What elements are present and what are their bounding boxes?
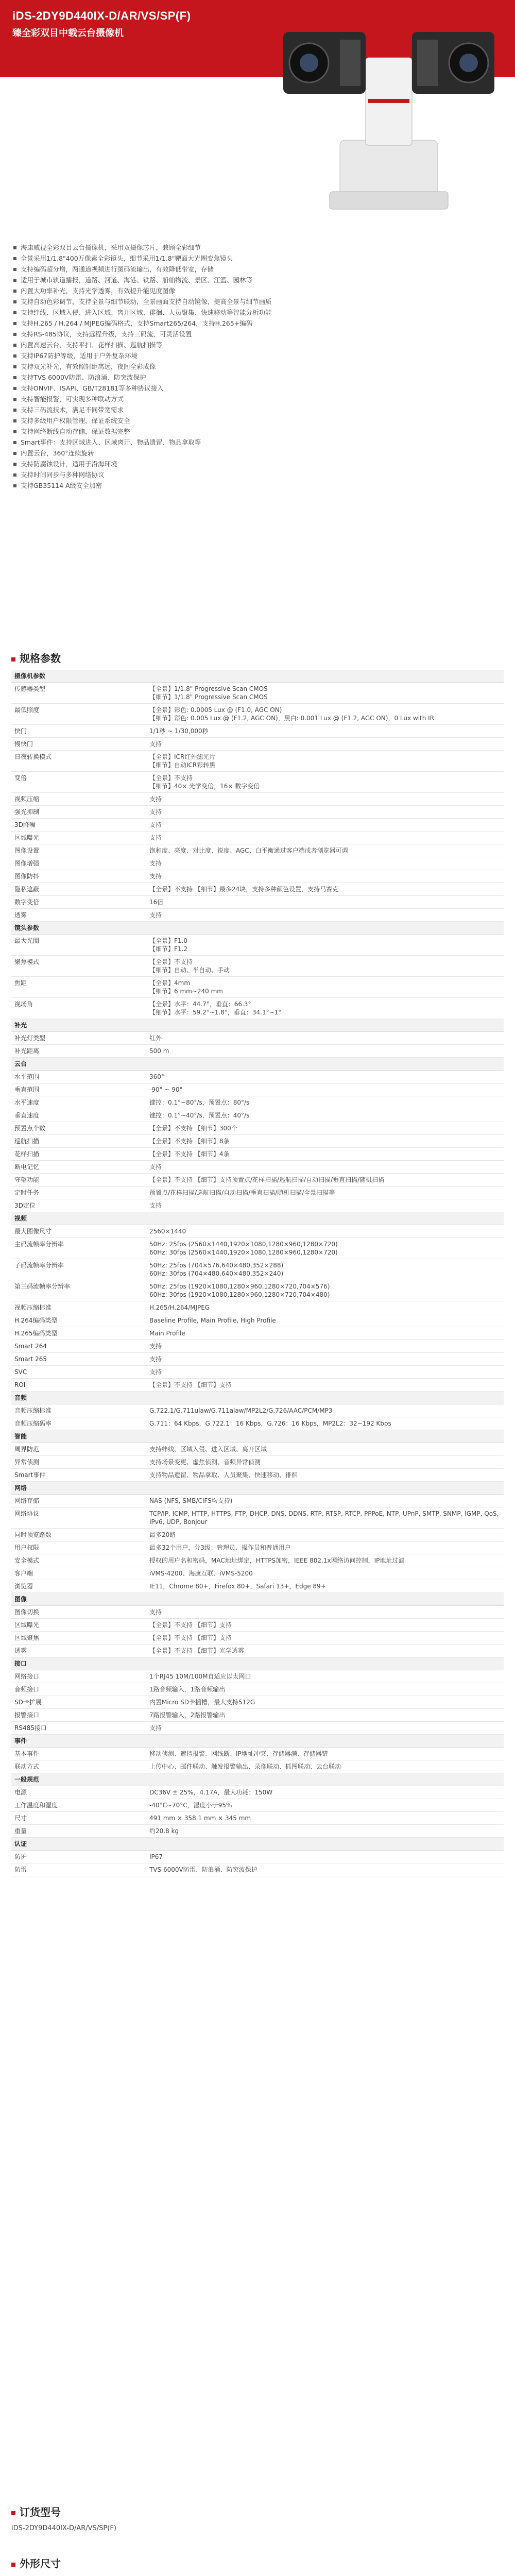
model-number: iDS-2DY9D440IX-D/AR/VS/SP(F) <box>11 2524 116 2532</box>
spec-section-title: 规格参数 <box>11 650 61 665</box>
feature-list <box>12 242 496 491</box>
spec-key: 区域聚焦 <box>11 1632 146 1645</box>
spec-key: 子码流帧率分辨率 <box>11 1259 146 1280</box>
spec-key: 音频接口 <box>11 1683 146 1696</box>
feature-item: 支持智能报警，可实现多种联动方式 <box>12 394 496 404</box>
spec-group-header <box>11 670 504 683</box>
spec-value: 上传中心、邮件联动、触发报警输出、录像联动、抓图联动、云台联动 <box>146 1760 504 1773</box>
spec-row <box>11 1580 504 1593</box>
spec-key: 最大图像尺寸 <box>11 1225 146 1238</box>
spec-value: 【全景】不支持 【细节】4条 <box>146 1148 504 1161</box>
spec-value: IE11，Chrome 80+，Firefox 80+，Safari 13+，Edge 89+ <box>146 1580 504 1593</box>
spec-key: 区域曝光 <box>11 832 146 844</box>
spec-value: 支持 <box>146 738 504 751</box>
spec-value: 【全景】不支持 【细节】支持 <box>146 1379 504 1392</box>
spec-key: H.264编码类型 <box>11 1314 146 1327</box>
spec-key: 网络协议 <box>11 1507 146 1529</box>
spec-row <box>11 1851 504 1863</box>
spec-key: 基本事件 <box>11 1748 146 1760</box>
spec-row <box>11 1748 504 1760</box>
spec-key: 定时任务 <box>11 1187 146 1199</box>
spec-value: 50Hz: 25fps (1920×1080,1280×960,1280×720,704×576) 60Hz: 30fps (1920×1080,1280×960,1280×720,704×480) <box>146 1280 504 1301</box>
spec-group-label: 云台 <box>11 1058 504 1071</box>
spec-row <box>11 1032 504 1045</box>
spec-row <box>11 1606 504 1619</box>
spec-row <box>11 1148 504 1161</box>
spec-key: 安全模式 <box>11 1554 146 1567</box>
spec-key: 最低照度 <box>11 704 146 725</box>
spec-row <box>11 1507 504 1529</box>
spec-row <box>11 1225 504 1238</box>
spec-row <box>11 1567 504 1580</box>
spec-row <box>11 1469 504 1482</box>
spec-row <box>11 935 504 956</box>
spec-value: G.711：64 Kbps，G.722.1：16 Kbps，G.726：16 Kbps，MP2L2：32~192 Kbps <box>146 1417 504 1430</box>
spec-value: G.722.1/G.711ulaw/G.711alaw/MP2L2/G.726/AAC/PCM/MP3 <box>146 1404 504 1417</box>
spec-key: 用户权限 <box>11 1541 146 1554</box>
spec-row <box>11 1045 504 1058</box>
spec-key: 守望功能 <box>11 1174 146 1187</box>
spec-key: 网络存储 <box>11 1495 146 1507</box>
spec-value: 支持 <box>146 793 504 806</box>
spec-value: 键控：0.1°~80°/s，预置点：80°/s <box>146 1096 504 1109</box>
feature-item: 支持防腐蚀设计，适用于沿海环境 <box>12 459 496 469</box>
spec-value: 支持场景变更、虚焦侦测、音频异常侦测 <box>146 1456 504 1469</box>
spec-value: 50Hz: 25fps (704×576,640×480,352×288) 60Hz: 30fps (704×480,640×480,352×240) <box>146 1259 504 1280</box>
spec-group-header <box>11 1430 504 1443</box>
spec-row <box>11 1340 504 1353</box>
spec-group-header <box>11 1593 504 1606</box>
spec-key: 区域曝光 <box>11 1619 146 1632</box>
spec-key: Smart 265 <box>11 1353 146 1366</box>
spec-key: 图像切换 <box>11 1606 146 1619</box>
spec-row <box>11 844 504 857</box>
spec-key: Smart事件 <box>11 1469 146 1482</box>
spec-row <box>11 1238 504 1259</box>
spec-group-label: 智能 <box>11 1430 504 1443</box>
spec-value: Baseline Profile, Main Profile, High Profile <box>146 1314 504 1327</box>
spec-row <box>11 998 504 1019</box>
spec-row <box>11 909 504 922</box>
spec-key: 第三码流帧率分辨率 <box>11 1280 146 1301</box>
spec-value: IP67 <box>146 1851 504 1863</box>
feature-item: 支持绊线、区域入侵、进入区域、离开区域、徘徊、人员聚集、快速移动等智能分析功能 <box>12 307 496 318</box>
spec-row <box>11 896 504 909</box>
spec-value: DC36V ± 25%，4.17A，最大功耗：150W <box>146 1786 504 1799</box>
feature-item: 全景采用1/1.8"400万像素全彩镜头，细节采用1/1.8"靶面大光圈变焦镜头 <box>12 253 496 264</box>
spec-key: 补光灯类型 <box>11 1032 146 1045</box>
spec-key: 隐私遮蔽 <box>11 883 146 896</box>
spec-group-label: 网络 <box>11 1482 504 1495</box>
spec-value: 红外 <box>146 1032 504 1045</box>
spec-row <box>11 883 504 896</box>
spec-key: 异常侦测 <box>11 1456 146 1469</box>
spec-group-header <box>11 1735 504 1748</box>
spec-value: 【全景】水平：44.7°，垂直：66.3° 【细节】水平：59.2°~1.8°，垂直：34.1°~1° <box>146 998 504 1019</box>
spec-value: 7路报警输入，2路报警输出 <box>146 1709 504 1722</box>
spec-row <box>11 1199 504 1212</box>
spec-value: 内置Micro SD卡插槽，最大支持512G <box>146 1696 504 1709</box>
feature-item: 支持网络断线自动存储，保证数据完整 <box>12 426 496 437</box>
spec-value: NAS (NFS, SMB/CIFS均支持) <box>146 1495 504 1507</box>
spec-key: 浏览器 <box>11 1580 146 1593</box>
spec-row <box>11 857 504 870</box>
spec-key: 重量 <box>11 1825 146 1838</box>
feature-item: 支持时间同步与多种网络协议 <box>12 469 496 480</box>
spec-value: 支持 <box>146 857 504 870</box>
spec-value: 【全景】ICR红外滤光片 【细节】自动ICR彩转黑 <box>146 751 504 772</box>
feature-item: 支持自动色彩调节，支持全景与细节联动，全景画面支持自动镜像，提高全景与细节画质 <box>12 296 496 307</box>
spec-group-header <box>11 1838 504 1851</box>
spec-value: H.265/H.264/MJPEG <box>146 1301 504 1314</box>
spec-value: 支持绊线、区域入侵、进入区域、离开区域 <box>146 1443 504 1456</box>
spec-key: 3D降噪 <box>11 819 146 832</box>
spec-row <box>11 1327 504 1340</box>
spec-row <box>11 1083 504 1096</box>
spec-key: SD卡扩展 <box>11 1696 146 1709</box>
spec-key: 强光抑制 <box>11 806 146 819</box>
spec-key: 透雾 <box>11 909 146 922</box>
spec-value: 【全景】不支持 【细节】最多24块，支持多种颜色设置，支持马赛克 <box>146 883 504 896</box>
spec-value: iVMS-4200、海康互联、iVMS-5200 <box>146 1567 504 1580</box>
spec-key: 防雷 <box>11 1863 146 1876</box>
spec-value: -90° ~ 90° <box>146 1083 504 1096</box>
product-model-title: iDS-2DY9D440IX-D/AR/VS/SP(F) <box>12 9 191 22</box>
spec-row <box>11 1696 504 1709</box>
spec-key: 音频压缩标准 <box>11 1404 146 1417</box>
spec-key: 客户端 <box>11 1567 146 1580</box>
spec-key: 预置点个数 <box>11 1122 146 1135</box>
spec-value: 【全景】F1.0 【细节】F1.2 <box>146 935 504 956</box>
spec-group-label: 认证 <box>11 1838 504 1851</box>
spec-value: 支持 <box>146 1353 504 1366</box>
spec-row <box>11 1071 504 1083</box>
spec-value: 授权的用户名和密码，MAC地址绑定，HTTPS加密，IEEE 802.1x网络访问控制，IP地址过滤 <box>146 1554 504 1567</box>
spec-table-body <box>11 670 504 1876</box>
spec-value: 【全景】彩色: 0.0005 Lux @ (F1.0, AGC ON) 【细节】彩色: 0.005 Lux @ (F1.2, AGC ON)，黑白: 0.001 Lux @ (F1.2, AGC ON)，0 Lux with IR <box>146 704 504 725</box>
spec-row <box>11 1353 504 1366</box>
feature-item: 支持H.265 / H.264 / MJPEG编码格式，支持Smart265/264，支持H.265+编码 <box>12 318 496 329</box>
spec-row <box>11 1443 504 1456</box>
feature-item: 支持RS-485协议，支持远程升级，支持三码流，可灵活设置 <box>12 329 496 340</box>
spec-key: 主码流帧率分辨率 <box>11 1238 146 1259</box>
spec-value: 支持 <box>146 1199 504 1212</box>
spec-key: ROI <box>11 1379 146 1392</box>
spec-table <box>11 670 504 1876</box>
spec-key: 聚焦模式 <box>11 956 146 977</box>
spec-key: 周界防范 <box>11 1443 146 1456</box>
spec-group-label: 事件 <box>11 1735 504 1748</box>
spec-row <box>11 956 504 977</box>
spec-row <box>11 1174 504 1187</box>
product-hero-illustration <box>268 11 510 217</box>
spec-value: 支持 <box>146 1366 504 1379</box>
spec-row <box>11 1786 504 1799</box>
feature-item: 支持ONVIF、ISAPI、GB/T28181等多种协议接入 <box>12 383 496 394</box>
spec-key: 视频压缩标准 <box>11 1301 146 1314</box>
spec-row <box>11 738 504 751</box>
spec-group-header <box>11 1212 504 1225</box>
spec-group-label: 接口 <box>11 1657 504 1670</box>
spec-key: SVC <box>11 1366 146 1379</box>
spec-value: 【全景】不支持 【细节】支持预置点/花样扫描/巡航扫描/自动扫描/垂直扫描/随机扫描 <box>146 1174 504 1187</box>
spec-value: 饱和度、亮度、对比度、锐度、AGC、白平衡通过客户端或者浏览器可调 <box>146 844 504 857</box>
spec-key: 防护 <box>11 1851 146 1863</box>
feature-item: 支持多级用户权限管理，保证系统安全 <box>12 415 496 426</box>
spec-key: 3D定位 <box>11 1199 146 1212</box>
spec-value: 【全景】不支持 【细节】自动、半自动、手动 <box>146 956 504 977</box>
spec-value: 支持 <box>146 1722 504 1735</box>
spec-group-label: 视频 <box>11 1212 504 1225</box>
spec-value: 50Hz: 25fps (2560×1440,1920×1080,1280×960,1280×720) 60Hz: 30fps (2560×1440,1920×1080,1280×960,1280×720) <box>146 1238 504 1259</box>
spec-row <box>11 819 504 832</box>
spec-key: 水平范围 <box>11 1071 146 1083</box>
spec-key: Smart 264 <box>11 1340 146 1353</box>
spec-value: 1路音频输入，1路音频输出 <box>146 1683 504 1696</box>
feature-item: 内置高速云台，支持平扫、花样扫描、巡航扫描等 <box>12 340 496 350</box>
spec-key: 视场角 <box>11 998 146 1019</box>
spec-row <box>11 1645 504 1657</box>
spec-row <box>11 772 504 793</box>
spec-group-label: 镜头参数 <box>11 922 504 935</box>
spec-value: 【全景】不支持 【细节】支持 <box>146 1632 504 1645</box>
spec-key: 巡航扫描 <box>11 1135 146 1148</box>
spec-value: 【全景】不支持 【细节】光学透雾 <box>146 1645 504 1657</box>
spec-row <box>11 1379 504 1392</box>
spec-key: 图像防抖 <box>11 870 146 883</box>
spec-value: 2560×1440 <box>146 1225 504 1238</box>
spec-group-label: 图像 <box>11 1593 504 1606</box>
spec-group-header <box>11 1657 504 1670</box>
spec-row <box>11 806 504 819</box>
spec-row <box>11 1404 504 1417</box>
spec-value: 支持 <box>146 832 504 844</box>
spec-value: -40°C~70°C，湿度小于95% <box>146 1799 504 1812</box>
spec-row <box>11 1161 504 1174</box>
spec-row <box>11 1314 504 1327</box>
spec-row <box>11 870 504 883</box>
spec-group-label: 摄像机参数 <box>11 670 504 683</box>
spec-row <box>11 1456 504 1469</box>
spec-key: 同时预览路数 <box>11 1529 146 1541</box>
spec-group-header <box>11 922 504 935</box>
spec-key: 工作温度和湿度 <box>11 1799 146 1812</box>
spec-row <box>11 832 504 844</box>
spec-row <box>11 1541 504 1554</box>
spec-value: 360° <box>146 1071 504 1083</box>
spec-group-label: 补光 <box>11 1019 504 1032</box>
spec-row <box>11 1417 504 1430</box>
spec-row <box>11 1122 504 1135</box>
feature-item: 支持IP67防护等级，适用于户外复杂环境 <box>12 350 496 361</box>
spec-value: 支持 <box>146 806 504 819</box>
spec-row <box>11 1109 504 1122</box>
spec-value: TCP/IP, ICMP, HTTP, HTTPS, FTP, DHCP, DNS, DDNS, RTP, RTSP, RTCP, PPPoE, NTP, UPnP, SMTP, SNMP, IGMP, QoS, IPv6, UDP, Bonjour <box>146 1507 504 1529</box>
spec-row <box>11 1709 504 1722</box>
spec-key: 传感器类型 <box>11 683 146 704</box>
spec-row <box>11 751 504 772</box>
spec-row <box>11 793 504 806</box>
spec-row <box>11 1096 504 1109</box>
spec-key: 垂直速度 <box>11 1109 146 1122</box>
spec-key: 报警接口 <box>11 1709 146 1722</box>
feature-item: 支持编码超分增，两通道视频进行图码流输出，有效降低带宽，存储 <box>12 264 496 275</box>
spec-row <box>11 1529 504 1541</box>
section-bullet-icon <box>11 2563 15 2567</box>
spec-row <box>11 1301 504 1314</box>
spec-value: Main Profile <box>146 1327 504 1340</box>
spec-row <box>11 683 504 704</box>
spec-value: 预置点/花样扫描/巡航扫描/自动扫描/垂直扫描/随机扫描/全景扫描等 <box>146 1187 504 1199</box>
dims-section-title: 外形尺寸 <box>11 2555 61 2570</box>
spec-value: 1个RJ45 10M/100M自适应以太网口 <box>146 1670 504 1683</box>
spec-key: 网络接口 <box>11 1670 146 1683</box>
spec-row <box>11 977 504 998</box>
spec-value: 【全景】不支持 【细节】40× 光学变倍，16× 数字变倍 <box>146 772 504 793</box>
spec-group-header <box>11 1392 504 1404</box>
feature-item: 内置云台，360°连续旋转 <box>12 448 496 459</box>
spec-row <box>11 1259 504 1280</box>
spec-value: TVS 6000V防雷、防浪涌、防突波保护 <box>146 1863 504 1876</box>
spec-row <box>11 1863 504 1876</box>
feature-item: 海康威视全彩双目云台摄像机，采用双摄像芯片，兼顾全彩细节 <box>12 242 496 253</box>
feature-item: 适用于城市轨道播报，道路、河道、海港、铁路、船舶物流、景区、江篮、园林等 <box>12 275 496 285</box>
spec-group-header <box>11 1019 504 1032</box>
feature-item: 支持三码流技术，满足不同带宽需求 <box>12 404 496 415</box>
feature-item: 内置大功率补光，支持光学透雾，有效提升能见度图像 <box>12 285 496 296</box>
spec-row <box>11 1495 504 1507</box>
spec-row <box>11 1722 504 1735</box>
spec-key: 图像增强 <box>11 857 146 870</box>
spec-value: 最多32个用户，分3级：管理员、操作员和普通用户 <box>146 1541 504 1554</box>
spec-key: 日夜转换模式 <box>11 751 146 772</box>
spec-row <box>11 1632 504 1645</box>
feature-item: 支持双光补光，有效照射距离远，夜间全彩成像 <box>12 361 496 372</box>
spec-key: 花样扫描 <box>11 1148 146 1161</box>
spec-key: 视频压缩 <box>11 793 146 806</box>
product-subtitle: 臻全彩双目中载云台摄像机 <box>12 28 124 39</box>
spec-value: 约20.8 kg <box>146 1825 504 1838</box>
spec-value: 【全景】1/1.8" Progressive Scan CMOS 【细节】1/1.8" Progressive Scan CMOS <box>146 683 504 704</box>
spec-row <box>11 1187 504 1199</box>
spec-key: 快门 <box>11 725 146 738</box>
spec-value: 491 mm × 358.1 mm × 345 mm <box>146 1812 504 1825</box>
spec-value: 【全景】不支持 【细节】300个 <box>146 1122 504 1135</box>
spec-key: 音频压缩码率 <box>11 1417 146 1430</box>
spec-key: 数字变倍 <box>11 896 146 909</box>
spec-row <box>11 704 504 725</box>
spec-group-header <box>11 1058 504 1071</box>
spec-row <box>11 1135 504 1148</box>
spec-key: 慢快门 <box>11 738 146 751</box>
spec-key: 联动方式 <box>11 1760 146 1773</box>
spec-row <box>11 1366 504 1379</box>
spec-key: RS485接口 <box>11 1722 146 1735</box>
spec-row <box>11 1683 504 1696</box>
spec-value: 键控：0.1°~40°/s，预置点：40°/s <box>146 1109 504 1122</box>
spec-row <box>11 1760 504 1773</box>
spec-value: 支持 <box>146 819 504 832</box>
spec-row <box>11 1812 504 1825</box>
spec-row <box>11 1619 504 1632</box>
spec-value: 支持 <box>146 909 504 922</box>
spec-row <box>11 725 504 738</box>
spec-group-header <box>11 1482 504 1495</box>
spec-value: 1/1秒 ~ 1/30,000秒 <box>146 725 504 738</box>
spec-key: 尺寸 <box>11 1812 146 1825</box>
spec-row <box>11 1825 504 1838</box>
spec-key: 补光距离 <box>11 1045 146 1058</box>
spec-group-label: 音频 <box>11 1392 504 1404</box>
spec-group-header <box>11 1773 504 1786</box>
feature-item: Smart事件：支持区域进入、区域离开、物品遗留、物品拿取等 <box>12 437 496 448</box>
spec-value: 【全景】不支持 【细节】支持 <box>146 1619 504 1632</box>
spec-key: H.265编码类型 <box>11 1327 146 1340</box>
section-bullet-icon <box>11 2511 15 2515</box>
spec-key: 图像设置 <box>11 844 146 857</box>
spec-key: 垂直范围 <box>11 1083 146 1096</box>
spec-row <box>11 1799 504 1812</box>
spec-group-label: 一般规范 <box>11 1773 504 1786</box>
spec-value: 【全景】不支持 【细节】8条 <box>146 1135 504 1148</box>
spec-value: 最多20路 <box>146 1529 504 1541</box>
feature-item: 支持GB35114 A级安全加密 <box>12 480 496 491</box>
spec-key: 电源 <box>11 1786 146 1799</box>
spec-value: 支持 <box>146 870 504 883</box>
spec-value: 支持 <box>146 1606 504 1619</box>
spec-row <box>11 1280 504 1301</box>
models-section-title: 订货型号 <box>11 2504 61 2519</box>
section-bullet-icon <box>11 657 15 662</box>
spec-value: 支持 <box>146 1161 504 1174</box>
spec-row <box>11 1670 504 1683</box>
spec-key: 变倍 <box>11 772 146 793</box>
spec-key: 水平速度 <box>11 1096 146 1109</box>
spec-value: 支持物品遗留、物品拿取、人员聚集、快速移动、徘徊 <box>146 1469 504 1482</box>
spec-key: 焦距 <box>11 977 146 998</box>
spec-key: 断电记忆 <box>11 1161 146 1174</box>
feature-item: 支持TVS 6000V防雷、防浪涌、防突波保护 <box>12 372 496 383</box>
spec-value: 支持 <box>146 1340 504 1353</box>
spec-value: 500 m <box>146 1045 504 1058</box>
spec-value: 移动侦测、遮挡报警、网线断、IP地址冲突、存储器满、存储器错 <box>146 1748 504 1760</box>
spec-key: 透雾 <box>11 1645 146 1657</box>
spec-row <box>11 1554 504 1567</box>
spec-value: 【全景】4mm 【细节】6 mm~240 mm <box>146 977 504 998</box>
spec-key: 最大光圈 <box>11 935 146 956</box>
spec-value: 16倍 <box>146 896 504 909</box>
